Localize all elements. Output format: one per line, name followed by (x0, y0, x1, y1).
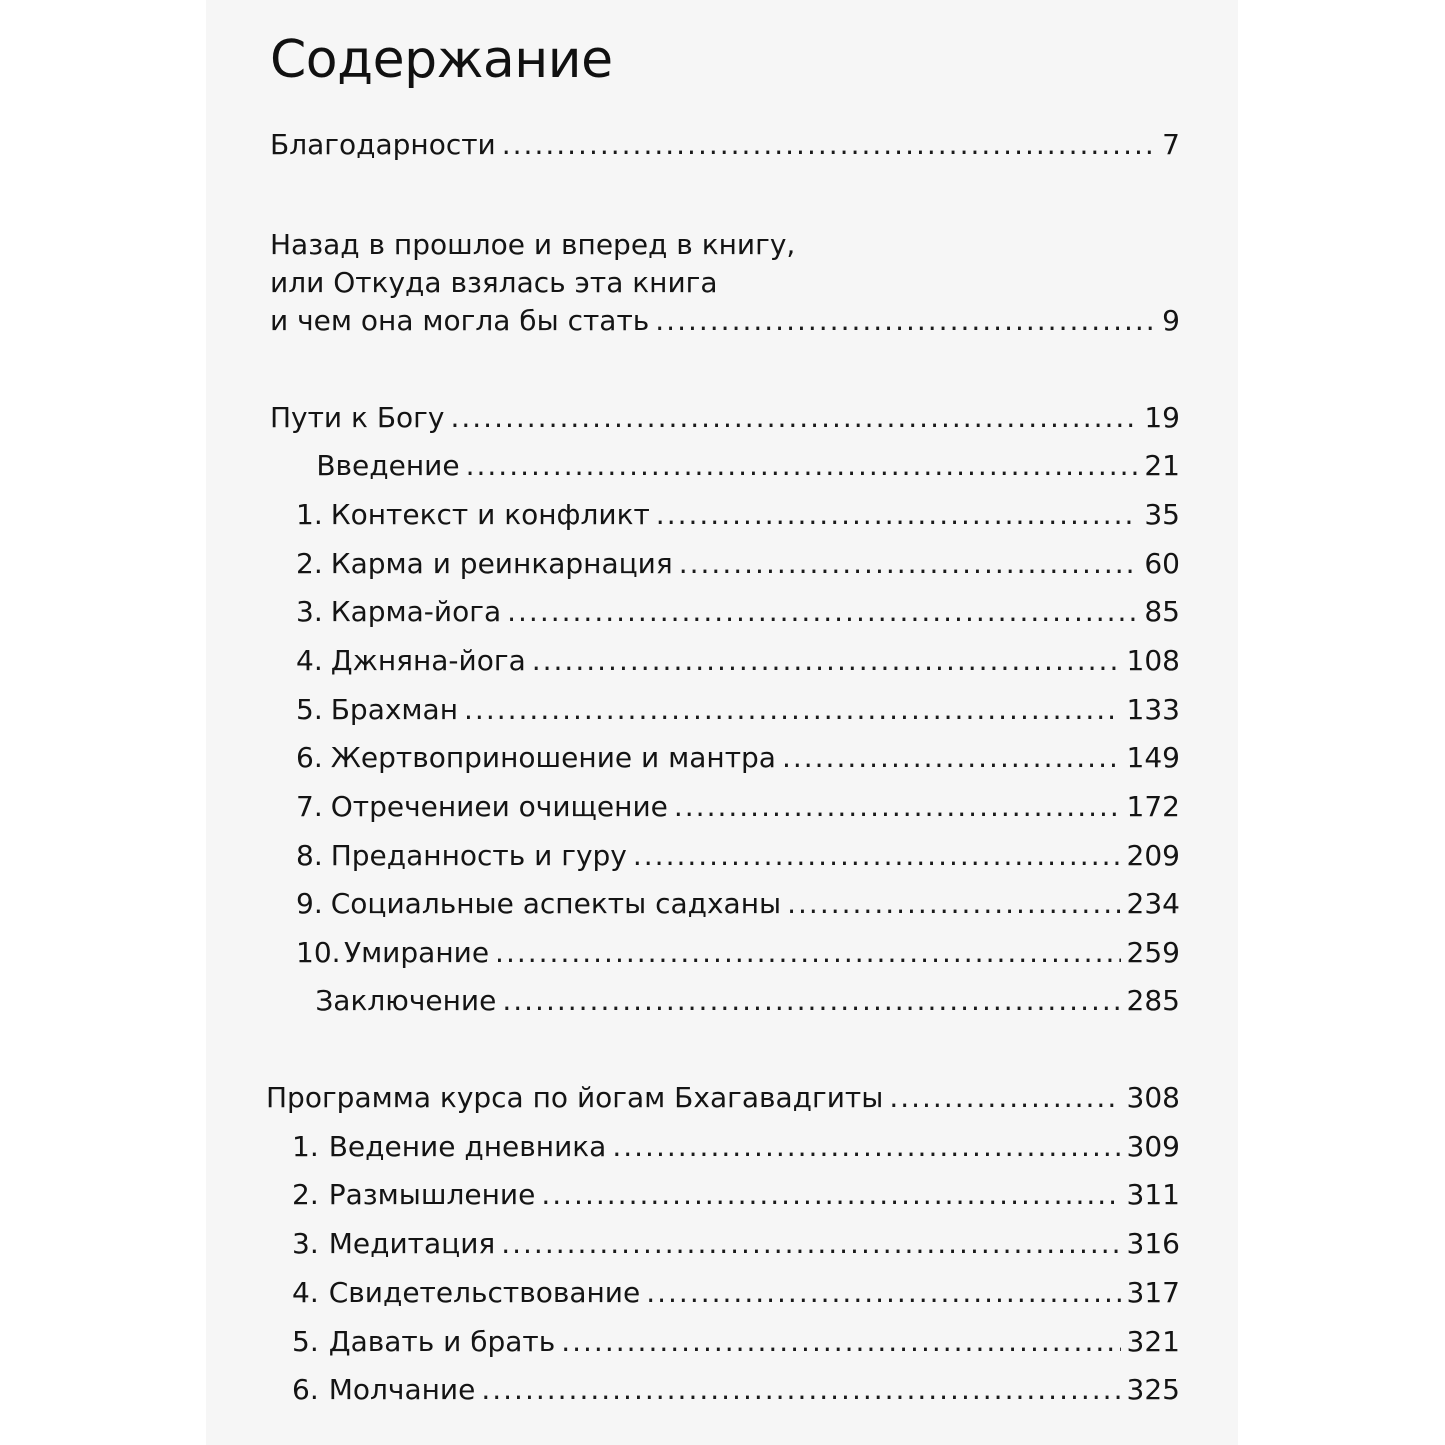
toc-chapter (296, 839, 1180, 873)
item-number: 5. (292, 1325, 319, 1358)
toc-program-item (292, 1276, 1180, 1310)
item-number: 2. (292, 1178, 319, 1211)
toc-chapter (296, 984, 1180, 1018)
chapter-title: Джняна-йога (330, 644, 526, 677)
toc-entry-acknowledgements (270, 128, 1180, 162)
chapter-title: Брахман (330, 693, 459, 726)
item-title: Свидетельствование (328, 1276, 641, 1309)
leader-dots (464, 693, 1121, 727)
toc-chapter (296, 449, 1180, 483)
chapter-page: 133 (1126, 693, 1180, 726)
leader-dots (507, 595, 1138, 629)
leader-dots (633, 839, 1121, 873)
leader-dots (679, 547, 1139, 581)
toc-entry-intro (270, 304, 1180, 338)
item-title: Молчание (328, 1373, 476, 1406)
toc-entry-program (266, 1081, 1180, 1115)
chapter-title: Умирание (344, 936, 490, 969)
toc-chapter (296, 547, 1180, 581)
chapter-title: Заключение (315, 984, 497, 1017)
chapter-number: 9. (296, 887, 323, 920)
toc-chapter (296, 936, 1180, 970)
chapter-page: 172 (1126, 790, 1180, 823)
chapter-page: 108 (1126, 644, 1180, 677)
chapter-title: Контекст и конфликт (330, 498, 650, 531)
toc-chapter (296, 741, 1180, 775)
chapter-number: 2. (296, 547, 323, 580)
leader-dots (502, 128, 1153, 162)
leader-dots (481, 1373, 1120, 1407)
chapter-number: 5. (296, 693, 323, 726)
chapter-title: Преданность и гуру (330, 839, 627, 872)
chapter-title: Социальные аспекты садханы (330, 887, 782, 920)
chapter-number: 4. (296, 644, 323, 677)
toc-chapter (296, 887, 1180, 921)
leader-dots (889, 1081, 1120, 1115)
toc-program-item (292, 1373, 1180, 1407)
chapter-page: 21 (1144, 449, 1180, 482)
toc-entry-page: 7 (1162, 128, 1180, 161)
page-title: Содержание (270, 30, 613, 90)
item-number: 4. (292, 1276, 319, 1309)
chapter-page: 60 (1144, 547, 1180, 580)
chapter-page: 209 (1126, 839, 1180, 872)
item-number: 6. (292, 1373, 319, 1406)
item-title: Ведение дневника (328, 1130, 607, 1163)
leader-dots (787, 887, 1120, 921)
leader-dots (501, 1227, 1120, 1261)
chapter-number: 1. (296, 498, 323, 531)
chapter-page: 85 (1144, 595, 1180, 628)
chapter-page: 259 (1126, 936, 1180, 969)
leader-dots (656, 498, 1139, 532)
toc-program-item (292, 1325, 1180, 1359)
toc-entry-paths (270, 401, 1180, 435)
item-page: 311 (1126, 1178, 1180, 1211)
toc-entry-label: Пути к Богу (270, 401, 445, 434)
chapter-title: Карма-йога (330, 595, 502, 628)
toc-chapter (296, 790, 1180, 824)
chapter-title: Карма и реинкарнация (330, 547, 673, 580)
chapter-number: 7. (296, 790, 323, 823)
chapter-page: 149 (1126, 741, 1180, 774)
chapter-page: 35 (1144, 498, 1180, 531)
chapter-number: 3. (296, 595, 323, 628)
toc-entry-intro-line2: или Откуда взялась эта книга (270, 266, 718, 299)
leader-dots (782, 741, 1121, 775)
book-page (206, 0, 1238, 1445)
leader-dots (532, 644, 1121, 678)
toc-entry-label: Благодарности (270, 128, 496, 161)
toc-chapter (296, 595, 1180, 629)
chapter-number: 6. (296, 741, 323, 774)
item-page: 317 (1126, 1276, 1180, 1309)
leader-dots (561, 1325, 1120, 1359)
leader-dots (612, 1130, 1120, 1164)
item-title: Медитация (328, 1227, 496, 1260)
leader-dots (495, 936, 1121, 970)
item-page: 316 (1126, 1227, 1180, 1260)
toc-entry-label: Программа курса по йогам Бхагавадгиты (266, 1081, 884, 1114)
toc-entry-page: 308 (1126, 1081, 1180, 1114)
chapter-title: Жертвоприношение и мантра (330, 741, 776, 774)
item-number: 3. (292, 1227, 319, 1260)
chapter-page: 285 (1126, 984, 1180, 1017)
item-number: 1. (292, 1130, 319, 1163)
chapter-number: 8. (296, 839, 323, 872)
item-page: 309 (1126, 1130, 1180, 1163)
leader-dots (646, 1276, 1120, 1310)
chapter-number: 10. (296, 936, 341, 969)
toc-program-item (292, 1178, 1180, 1212)
item-page: 325 (1126, 1373, 1180, 1406)
chapter-title: Введение (316, 449, 460, 482)
toc-program-item (292, 1227, 1180, 1261)
toc-program-item (292, 1130, 1180, 1164)
toc-chapter (296, 498, 1180, 532)
item-title: Давать и брать (328, 1325, 556, 1358)
toc-entry-intro-line1: Назад в прошлое и вперед в книгу, (270, 228, 796, 261)
leader-dots (466, 449, 1139, 483)
toc-entry-page: 19 (1144, 401, 1180, 434)
item-title: Размышление (328, 1178, 536, 1211)
toc-entry-page: 9 (1162, 304, 1180, 337)
toc-chapter (296, 644, 1180, 678)
chapter-page: 234 (1126, 887, 1180, 920)
toc-entry-label: и чем она могла бы стать (270, 304, 650, 337)
leader-dots (541, 1178, 1120, 1212)
leader-dots (502, 984, 1120, 1018)
leader-dots (655, 304, 1156, 338)
leader-dots (674, 790, 1121, 824)
item-page: 321 (1126, 1325, 1180, 1358)
leader-dots (450, 401, 1138, 435)
chapter-title: Отречениеи очищение (330, 790, 668, 823)
toc-chapter (296, 693, 1180, 727)
